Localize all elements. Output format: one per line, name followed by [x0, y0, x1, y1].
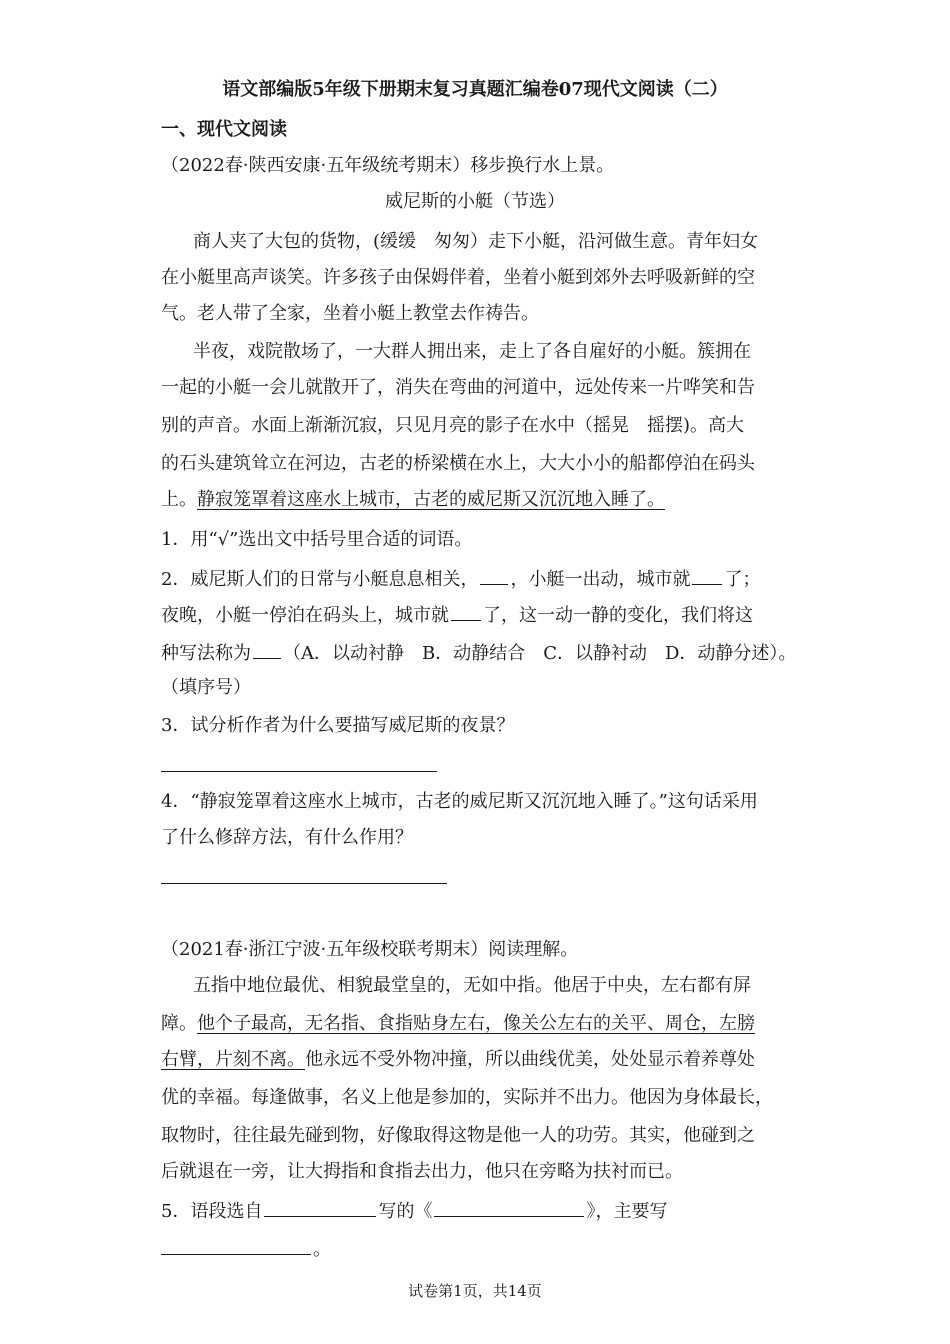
- passage2-line6: 后就退在一旁，让大拇指和食指去出力，他只在旁略为扶衬而已。: [161, 1161, 683, 1182]
- q5-blank-title[interactable]: [434, 1198, 584, 1217]
- q2-blank-3[interactable]: [451, 602, 481, 621]
- q2-blank-1[interactable]: [480, 566, 508, 585]
- passage1-p2-line5-start: 上。: [161, 489, 197, 510]
- question-2-line4: （填序号）: [161, 677, 251, 698]
- passage1-p2-line3: 别的声音。水面上渐渐沉寂，只见月亮的影子在水中（摇晃 摇摆)。高大: [161, 415, 745, 436]
- q2-blank-4[interactable]: [253, 640, 281, 659]
- q2-text-e: 了，这一动一静的变化，我们将这: [483, 605, 753, 626]
- q2-text-d: 夜晚，小艇一停泊在码头上，城市就: [161, 605, 449, 626]
- question-4-answer-line[interactable]: [161, 883, 447, 884]
- question-2-line1: [161, 566, 760, 592]
- passage1-p2-line5: [161, 488, 665, 512]
- q5-text-c: 》，主要写: [586, 1201, 668, 1222]
- passage2-line3-rest: 他永远不受外物冲撞，所以曲线优美，处处显示着养尊处: [305, 1049, 755, 1070]
- question-5-line2: [161, 1236, 331, 1262]
- passage1-p2-line1: 半夜，戏院散场了，一大群人拥出来，走上了各自雇好的小艇。簇拥在: [193, 341, 751, 362]
- question-3: 3．试分析作者为什么要描写威尼斯的夜景？: [161, 715, 515, 736]
- q2-blank-2[interactable]: [692, 566, 722, 585]
- passage1-p1-line3: 气。老人带了全家，坐着小艇上教堂去作祷告。: [161, 303, 539, 324]
- question-1: 1．用“√”选出文中括号里合适的词语。: [161, 529, 473, 550]
- passage1-p2-line2: 一起的小艇一会儿就散开了，消失在弯曲的河道中，远处传来一片哗笑和告: [161, 377, 755, 398]
- question-5-line1: [161, 1198, 667, 1224]
- q5-blank-content[interactable]: [161, 1236, 311, 1255]
- passage1-p1-line1: 商人夹了大包的货物，(缓缓 匆匆）走下小艇，沿河做生意。青年妇女: [193, 231, 759, 252]
- question-4-line1: 4．“静寂笼罩着这座水上城市，古老的威尼斯又沉沉地入睡了。”这句话采用: [161, 791, 758, 812]
- passage2-line1: 五指中地位最优、相貌最堂皇的，无如中指。他居于中央，左右都有屏: [193, 975, 751, 996]
- passage2-line3: [161, 1048, 755, 1072]
- q2-text-c: 了；: [724, 569, 761, 590]
- question-2-line2: [161, 602, 753, 628]
- q2-text-f: 种写法称为: [161, 643, 251, 664]
- page-footer: 试卷第1页，共14页: [408, 1282, 542, 1300]
- passage1-p1-line2: 在小艇里高声谈笑。许多孩子由保姆伴着，坐着小艇到郊外去呼吸新鲜的空: [161, 267, 755, 288]
- section-heading: 一、现代文阅读: [161, 119, 287, 140]
- passage1-heading: 威尼斯的小艇（节选）: [385, 191, 565, 212]
- passage2-underlined-sentence-a: 他个子最高，无名指、食指贴身左右，像关公左右的关平、周仓，左膀: [197, 1013, 755, 1034]
- q5-text-a: 5．语段选自: [161, 1201, 263, 1222]
- passage1-underlined-sentence: 静寂笼罩着这座水上城市，古老的威尼斯又沉沉地入睡了。: [197, 489, 665, 510]
- passage2-underlined-sentence-b: 右臂，片刻不离。: [161, 1049, 305, 1070]
- q2-text-a: 2．威尼斯人们的日常与小艇息息相关，: [161, 569, 479, 590]
- q5-text-d: 。: [313, 1239, 331, 1260]
- passage1-source: （2022春·陕西安康·五年级统考期末）移步换行水上景。: [161, 155, 615, 176]
- question-4-line2: 了什么修辞方法，有什么作用？: [161, 827, 413, 848]
- passage2-line5: 取物时，往往最先碰到物，好像取得这物是他一人的功劳。其实，他碰到之: [161, 1125, 755, 1146]
- page-title: 语文部编版5年级下册期末复习真题汇编卷07现代文阅读（二）: [222, 79, 728, 100]
- passage2-line4: 优的幸福。每逢做事，名义上他是参加的，实际并不出力。他因为身体最长，: [161, 1087, 773, 1108]
- question-2-line3: [161, 640, 796, 666]
- q2-text-b: ，小艇一出动，城市就: [510, 569, 691, 590]
- q5-blank-author[interactable]: [264, 1198, 376, 1217]
- passage1-p2-line4: 的石头建筑耸立在河边，古老的桥梁横在水上，大大小小的船都停泊在码头: [161, 453, 755, 474]
- passage2-line2: [161, 1012, 755, 1036]
- q5-text-b: 写的《: [378, 1201, 433, 1222]
- passage2-source: （2021春·浙江宁波·五年级校联考期末）阅读理解。: [161, 939, 579, 960]
- passage2-line2-start: 障。: [161, 1013, 197, 1034]
- q2-options: （A．以动衬静 B．动静结合 C．以静衬动 D．动静分述）。: [283, 643, 797, 664]
- question-3-answer-line[interactable]: [161, 771, 437, 772]
